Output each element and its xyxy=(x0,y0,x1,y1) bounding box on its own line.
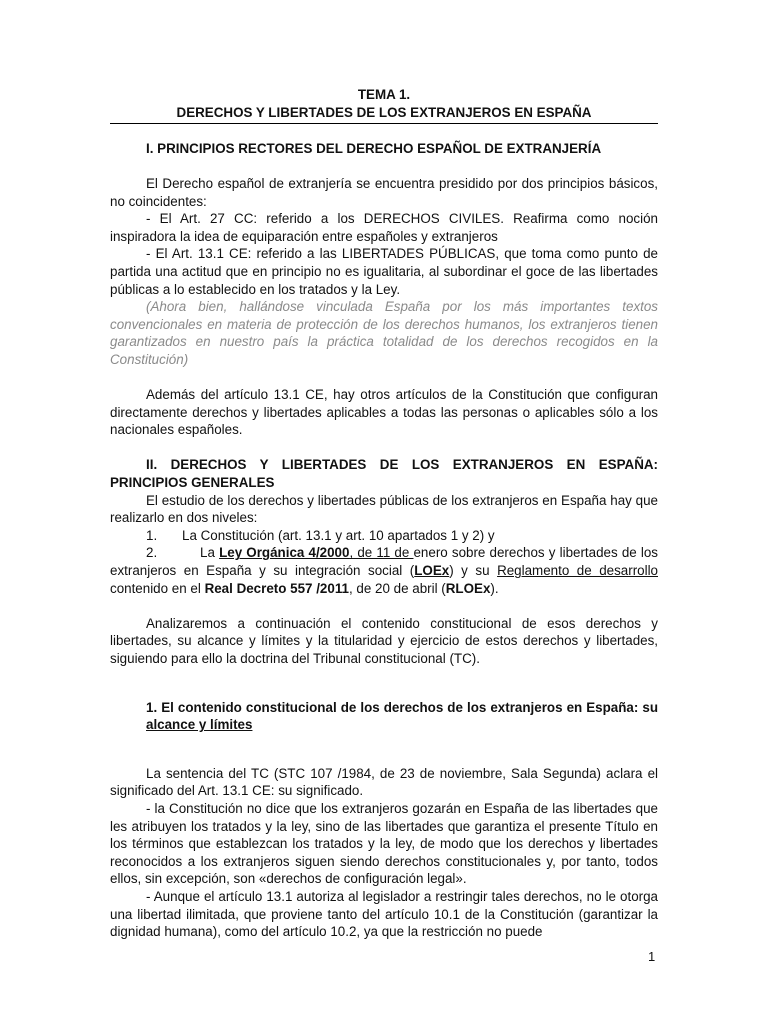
list-item xyxy=(110,527,658,545)
section-1-intro: El Derecho español de extranjería se encuentra presidido por dos principios básicos, no coincidentes: xyxy=(110,175,658,209)
section-1-item-public: - El Art. 13.1 CE: referido a las LIBERTADES PÚBLICAS, que toma como punto de partida una actitud que en principio no es igualitaria, al subordinar el goce de las libertades públicas a lo establecido en los tratados y la Ley. xyxy=(110,246,658,297)
section-2-intro: El estudio de los derechos y libertades públicas de los extranjeros en España hay que realizarlo en dos niveles: xyxy=(110,492,658,526)
section-1-closing: Además del artículo 13.1 CE, hay otros artículos de la Constitución que configuran directamente derechos y libertades aplicables a todas las personas o aplicables sólo a los nacionales españoles. xyxy=(110,387,658,438)
section-1-heading: I. PRINCIPIOS RECTORES DEL DERECHO ESPAÑOL DE EXTRANJERÍA xyxy=(146,140,602,156)
tema-label: TEMA 1. xyxy=(357,87,411,102)
list-number: 1. xyxy=(146,527,158,543)
stc-paragraph: La sentencia del TC (STC 107 /1984, de 23 de noviembre, Sala Segunda) aclara el significado del Art. 13.1 CE: su significado. xyxy=(110,765,658,799)
rloex-abbreviation: RLOEx xyxy=(445,580,491,596)
list-item: 2. La Ley Orgánica 4/2000, de 11 de enero sobre derechos y libertades de los extranjeros en España y su integración social (LOEx) y su Reglamento de desarrollo contenido en el Real Decreto 557 /2011, de 20 de abril (RLOEx). xyxy=(110,545,659,596)
document-body xyxy=(110,86,658,941)
subsection-1-heading-underlined: alcance y límites xyxy=(146,717,253,733)
law-reference-link[interactable]: Ley Orgánica 4/2000 xyxy=(219,545,350,561)
section-2-analysis: Analizaremos a continuación el contenido constitucional de esos derechos y libertades, su alcance y límites y la titularidad y ejercicio de estos derechos y libertades, siguiendo para ello la doctrina del Tribunal constitucional (TC). xyxy=(110,615,658,666)
page-number: 1 xyxy=(648,949,656,964)
stc-point-1: - la Constitución no dice que los extranjeros gozarán en España de las libertades que les atribuyen los tratados y la ley, sino de las libertades que garantiza el presente Título en los términos que establezcan los tratados y la ley, de modo que los derechos y libertades reconocidos a los extranjeros siguen siendo derechos constitucionales y, por tanto, todos ellos, sin excepción, son «derechos de configuración legal». xyxy=(110,800,658,887)
list-text: La Constitución (art. 13.1 y art. 10 apartados 1 y 2) y xyxy=(182,527,495,543)
stc-point-2: - Aunque el artículo 13.1 autoriza al legislador a restringir tales derechos, no le otorga una libertad ilimitada, que proviene tanto del artículo 10.1 de la Constitución (garantizar la dignidad humana), como del artículo 10.2, ya que la restricción no puede xyxy=(110,888,658,940)
section-1-item-civil: - El Art. 27 CC: referido a los DERECHOS CIVILES. Reafirma como noción inspiradora la idea de equiparación entre españoles y extranjeros xyxy=(110,211,658,244)
section-2-heading: II. DERECHOS Y LIBERTADES DE LOS EXTRANJEROS EN ESPAÑA: PRINCIPIOS GENERALES xyxy=(110,457,658,491)
document-title: DERECHOS Y LIBERTADES DE LOS EXTRANJEROS EN ESPAÑA xyxy=(176,104,592,120)
list-number: 2. xyxy=(146,545,158,561)
loex-abbreviation[interactable]: LOEx xyxy=(414,563,450,579)
section-1-note: (Ahora bien, hallándose vinculada España por los más importantes textos convencionales en materia de protección de los derechos humanos, los extranjeros tienen garantizados en nuestro país la práctica totalidad de los derechos recogidos en la Constitución) xyxy=(110,299,658,367)
subsection-1-heading: 1. El contenido constitucional de los derechos de los extranjeros en España: su alcance y límites xyxy=(146,699,658,733)
royal-decree-reference: Real Decreto 557 /2011 xyxy=(204,580,349,596)
regulation-link[interactable]: Reglamento de desarrollo xyxy=(497,563,658,579)
